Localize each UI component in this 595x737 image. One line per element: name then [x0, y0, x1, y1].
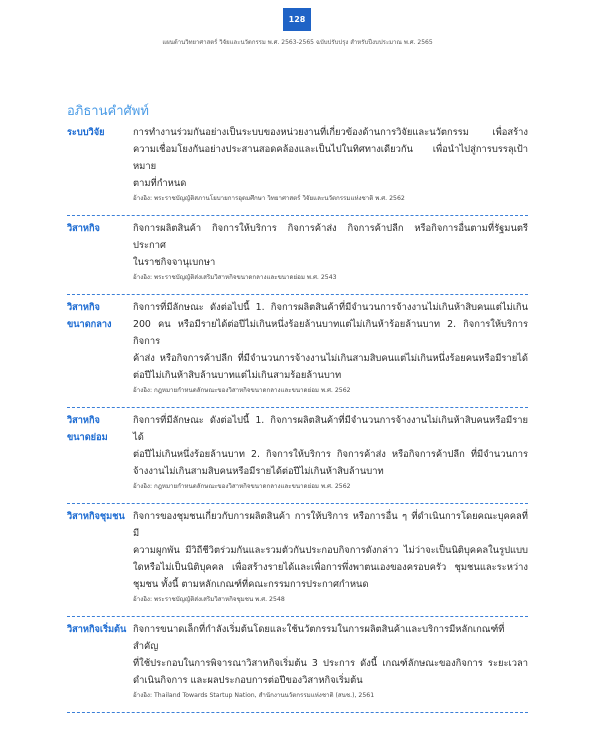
definition-line: กิจการผลิตสินค้า กิจการให้บริการ กิจการค้าส่ง กิจการค้าปลีก หรือกิจการอื่นตามที่รัฐมนตรีประกาศ: [133, 223, 528, 251]
glossary-definition: [133, 299, 528, 398]
definition-line: กิจการที่มีลักษณะ ดังต่อไปนี้ 1. กิจการผลิตสินค้าที่มีจำนวนการจ้างงานไม่เกินห้าสิบคนหรือมีรายได้: [133, 415, 528, 443]
reference-citation: อ้างอิง: พระราชบัญญัติส่งเสริมวิสาหกิจชุมชน พ.ศ. 2548: [133, 596, 285, 603]
glossary-entry: [67, 621, 528, 713]
section-title: อภิธานคำศัพท์: [67, 104, 149, 119]
glossary-entry: [67, 299, 528, 408]
definition-line: ความเชื่อมโยงกันอย่างประสานสอดคล้องและเป็นไปในทิศทางเดียวกัน เพื่อนำไปสู่การบรรลุเป้าหมาย: [133, 144, 528, 172]
definition-line: ที่ใช้ประกอบในการพิจารณาวิสาหกิจเริ่มต้น 3 ประการ ดังนี้ เกณฑ์ลักษณะของกิจการ ระยะเวลา: [133, 658, 528, 669]
glossary-term: [67, 412, 133, 446]
definition-line: การทำงานร่วมกันอย่างเป็นระบบของหน่วยงานที่เกี่ยวข้องด้านการวิจัยและนวัตกรรม เพื่อสร้าง: [133, 127, 528, 138]
glossary-term: [67, 124, 133, 141]
term-line: ระบบวิจัย: [67, 127, 105, 138]
reference-citation: อ้างอิง: พระราชบัญญัติส่งเสริมวิสาหกิจขนาดกลางและขนาดย่อม พ.ศ. 2543: [133, 274, 337, 281]
definition-line: กิจการของชุมชนเกี่ยวกับการผลิตสินค้า การให้บริการ หรือการอื่น ๆ ที่ดำเนินการโดยคณะบุคคลที่มี: [133, 511, 528, 539]
glossary-term: [67, 508, 133, 525]
glossary-term: [67, 220, 133, 237]
definition-line: ชุมชน ทั้งนี้ ตามหลักเกณฑ์ที่คณะกรรมการประกาศกำหนด: [133, 579, 369, 590]
glossary-definition: [133, 508, 528, 607]
definition-line: กิจการขนาดเล็กที่กำลังเริ่มต้นโดยและใช้นวัตกรรมในการผลิตสินค้าและบริการมีหลักเกณฑ์ที่สำคัญ: [133, 624, 505, 652]
page-number-tab: [283, 8, 311, 31]
reference-citation: อ้างอิง: กฎหมายกำหนดลักษณะของวิสาหกิจขนาดกลางและขนาดย่อม พ.ศ. 2562: [133, 387, 351, 394]
term-line: วิสาหกิจ: [67, 223, 100, 234]
definition-line: ค้าส่ง หรือกิจการค้าปลีก ที่มีจำนวนการจ้างงานไม่เกินสามสิบคนแต่ไม่เกินหนึ่งร้อยคนหรือมีรายได้: [133, 353, 528, 364]
running-header: แผนด้านวิทยาศาสตร์ วิจัยและนวัตกรรม พ.ศ. 2563-2565 ฉบับปรับปรุง สำหรับปีงบประมาณ พ.ศ. 2565: [162, 39, 433, 46]
reference-citation: อ้างอิง: พระราชบัญญัติสภานโยบายการอุดมศึกษา วิทยาศาสตร์ วิจัยและนวัตกรรมแห่งชาติ พ.ศ. 2562: [133, 195, 405, 202]
glossary-definition: [133, 220, 528, 285]
page-number: 128: [288, 15, 306, 24]
term-line: วิสาหกิจชุมชน: [67, 511, 125, 522]
definition-line: ในราชกิจจานุเบกษา: [133, 257, 216, 268]
definition-line: ต่อปีไม่เกินห้าสิบล้านบาทแต่ไม่เกินสามร้อยล้านบาท: [133, 370, 342, 381]
reference-citation: อ้างอิง: กฎหมายกำหนดลักษณะของวิสาหกิจขนาดกลางและขนาดย่อม พ.ศ. 2562: [133, 483, 351, 490]
glossary-entry: [67, 412, 528, 504]
definition-line: 200 คน หรือมีรายได้ต่อปีไม่เกินหนึ่งร้อยล้านบาทแต่ไม่เกินห้าร้อยล้านบาท 2. กิจการให้บริการ กิจการ: [133, 319, 528, 347]
glossary-definition: [133, 621, 528, 703]
glossary-list: [67, 124, 528, 717]
definition-line: ความผูกพัน มีวิถีชีวิตร่วมกันและรวมตัวกันประกอบกิจการดังกล่าว ไม่ว่าจะเป็นนิติบุคคลในรูปแบบ: [133, 545, 528, 556]
glossary-definition: [133, 124, 528, 206]
term-line: วิสาหกิจ: [67, 415, 100, 426]
definition-line: ดำเนินกิจการ และผลประกอบการต่อปีของวิสาหกิจเริ่มต้น: [133, 675, 363, 686]
reference-citation: อ้างอิง: Thailand Towards Startup Nation, สำนักงานนวัตกรรมแห่งชาติ (สนช.), 2561: [133, 692, 375, 699]
glossary-term: [67, 299, 133, 333]
term-line: วิสาหกิจเริ่มต้น: [67, 624, 127, 635]
term-line: วิสาหกิจ: [67, 302, 100, 313]
glossary-term: [67, 621, 133, 638]
term-line: ขนาดย่อม: [67, 432, 108, 443]
definition-line: ตามที่กำหนด: [133, 178, 187, 189]
definition-line: กิจการที่มีลักษณะ ดังต่อไปนี้ 1. กิจการผลิตสินค้าที่มีจำนวนการจ้างงานไม่เกินห้าสิบคนแต่ไม่เกิน: [133, 302, 528, 313]
definition-line: ต่อปีไม่เกินหนึ่งร้อยล้านบาท 2. กิจการให้บริการ กิจการค้าส่ง หรือกิจการค้าปลีก ที่มีจำนวนการ: [133, 449, 528, 460]
glossary-entry: [67, 508, 528, 617]
glossary-definition: [133, 412, 528, 494]
glossary-entry: [67, 124, 528, 216]
term-line: ขนาดกลาง: [67, 319, 112, 330]
definition-line: จ้างงานไม่เกินสามสิบคนหรือมีรายได้ต่อปีไม่เกินห้าสิบล้านบาท: [133, 466, 384, 477]
glossary-entry: [67, 220, 528, 295]
definition-line: ใดหรือไม่เป็นนิติบุคคล เพื่อสร้างรายได้และเพื่อการพึ่งพาตนเองของครอบครัว ชุมชนและระหว่าง: [133, 562, 528, 573]
